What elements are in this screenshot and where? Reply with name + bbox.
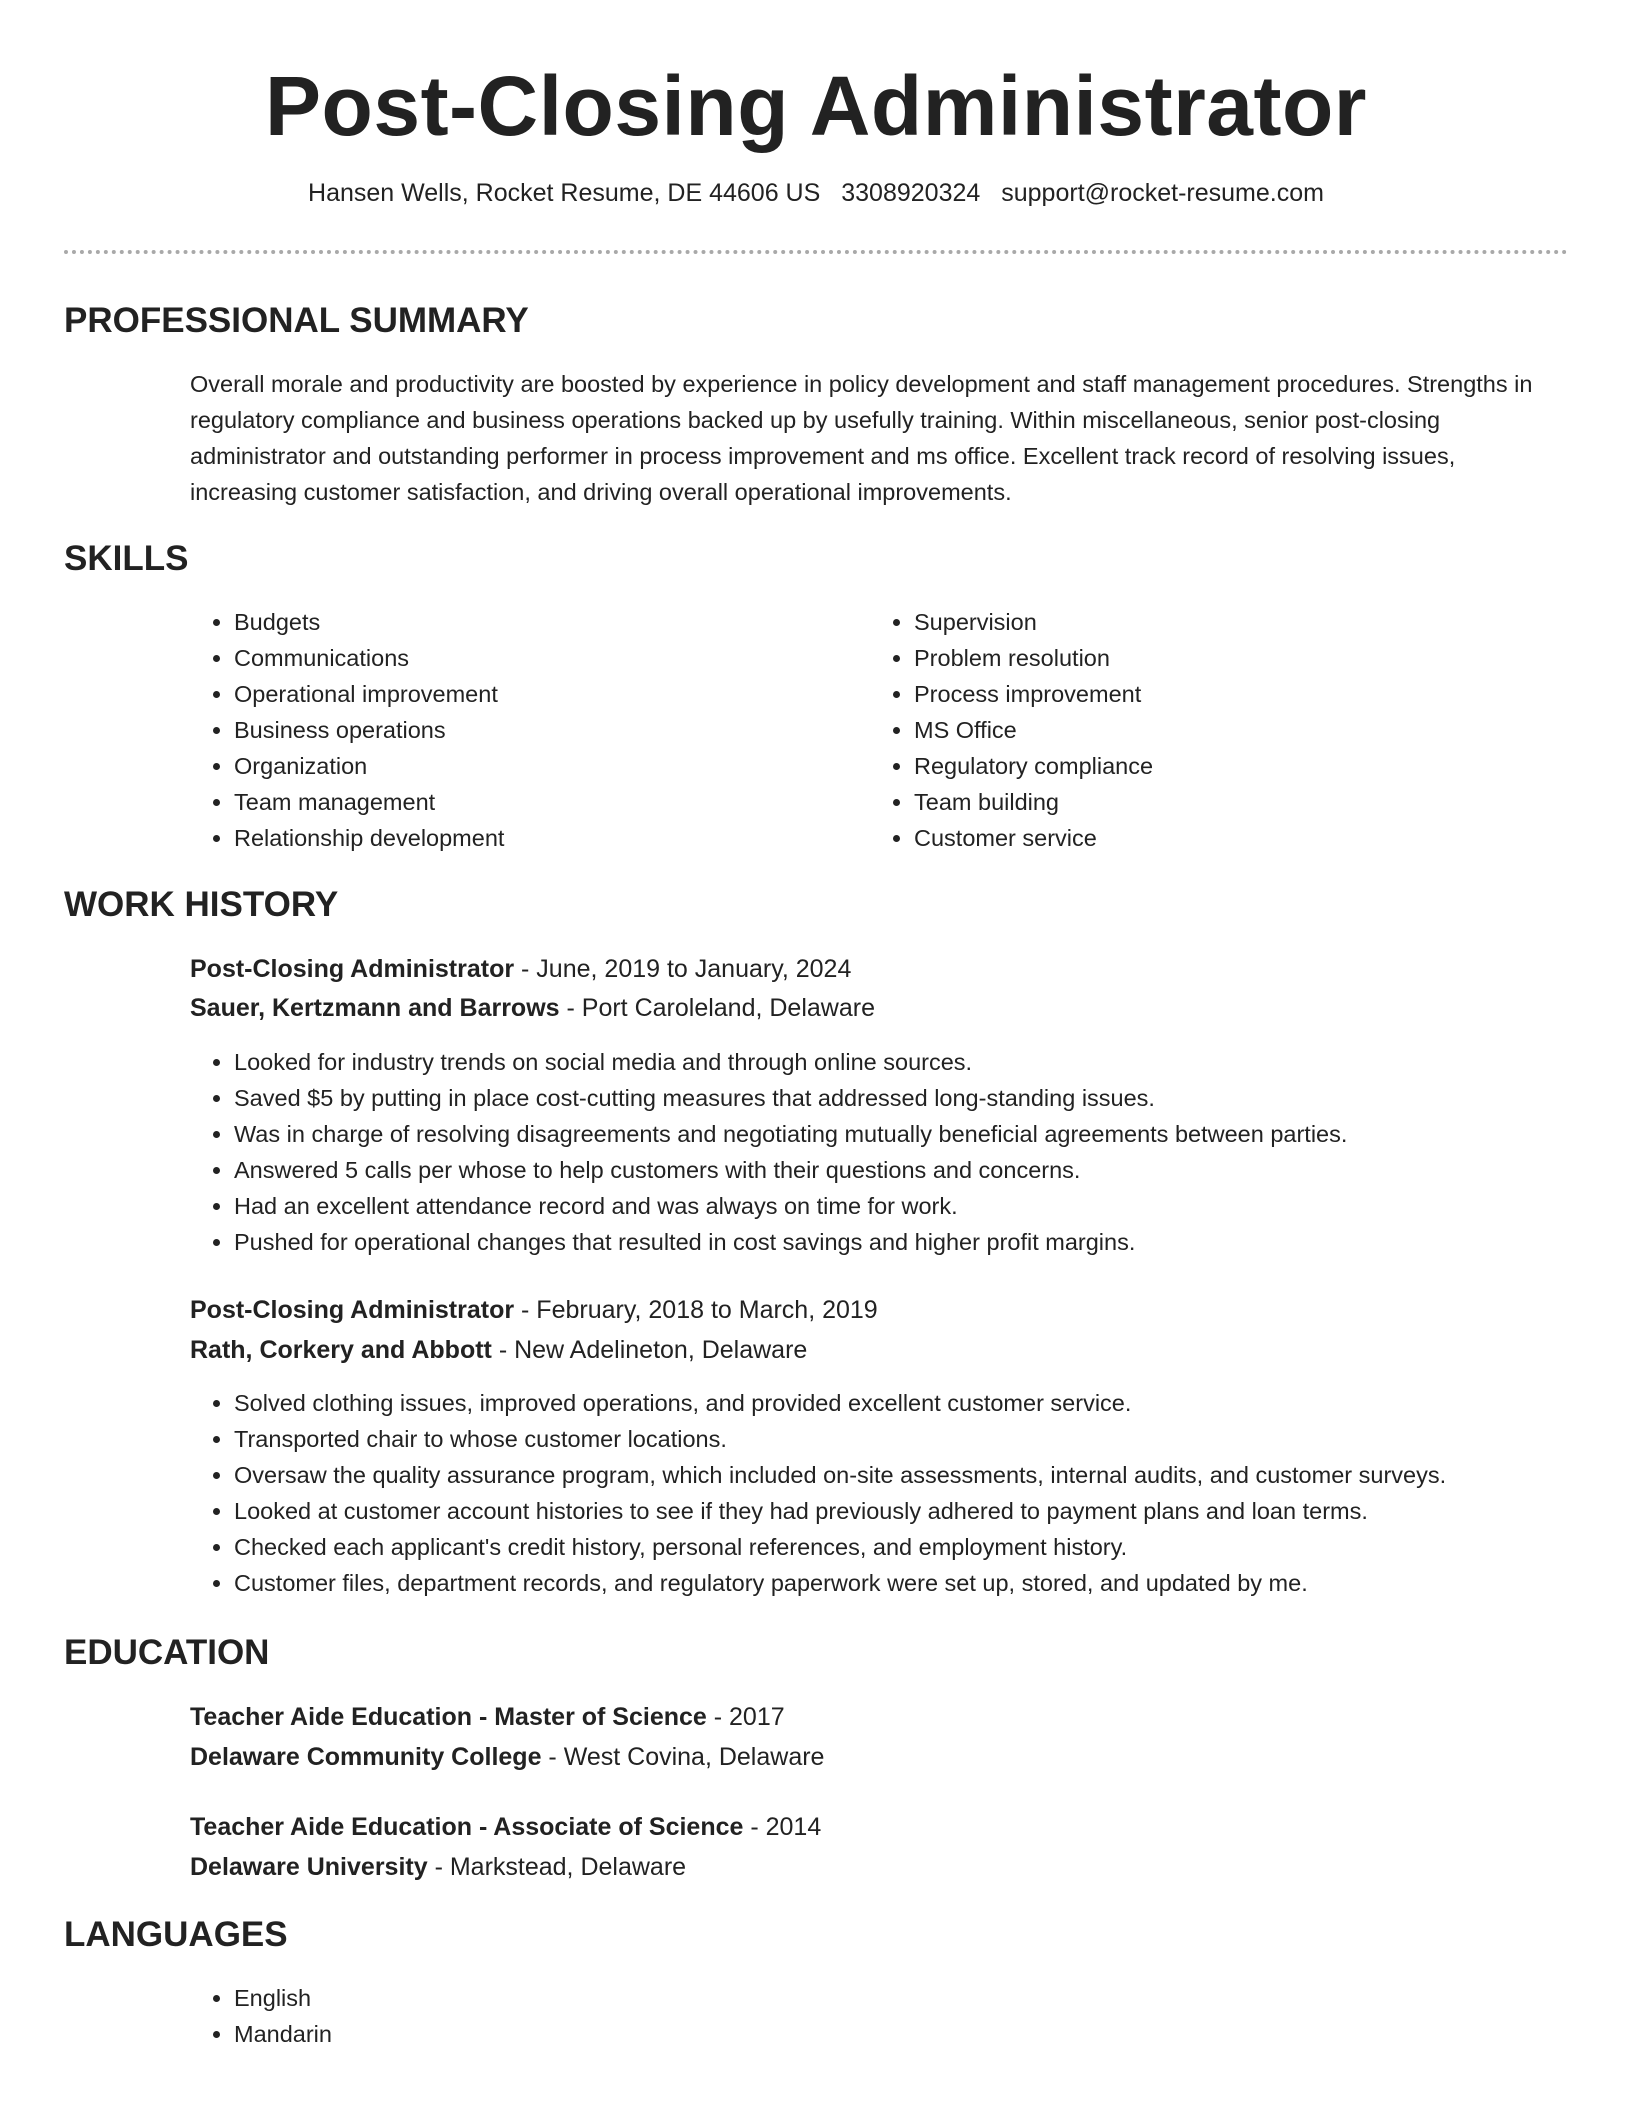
resume-page [64,0,1568,2047]
education-heading: EDUCATION [64,1633,270,1672]
job-bullet: • Looked for industry trends on social media and through online sources. [234,1044,1612,1080]
job-bullet: • Solved clothing issues, improved operations, and provided excellent customer service. [234,1385,1612,1421]
job-title-line [190,1292,878,1328]
job-location: - Port Caroleland, Delaware [559,994,875,1022]
languages-list [190,1980,834,2052]
skill-item: • Operational improvement [234,676,834,712]
education-school-line [190,1739,824,1775]
education-degree: Teacher Aide Education - Master of Science [190,1703,707,1731]
education-degree-line [190,1809,821,1845]
skill-item: • Team management [234,784,834,820]
skill-item: • Regulatory compliance [914,748,1514,784]
job-bullets [190,1385,1612,1601]
skill-item: • Business operations [234,712,834,748]
summary-text: Overall morale and productivity are boosted by experience in policy development and staff management procedures. Strengths in regulatory compliance and business operations backed up by usefully training. Within miscellaneous, senior post-closing administrator and outstanding performer in process improvement and ms office. Excellent track record of resolving issues, increasing customer satisfaction, and driving overall operational improvements. [190,371,1533,505]
skill-item: • MS Office [914,712,1514,748]
job-bullet: • Customer files, department records, and regulatory paperwork were set up, stored, and updated by me. [234,1565,1612,1601]
skills-heading: SKILLS [64,539,189,578]
job-company-line [190,990,875,1026]
job-company: Sauer, Kertzmann and Barrows [190,994,560,1022]
skill-item: • Team building [914,784,1514,820]
education-school-line [190,1849,686,1885]
job-dates: - February, 2018 to March, 2019 [514,1296,878,1324]
job-bullet: • Looked at customer account histories to see if they had previously adhered to payment plans and loan terms. [234,1493,1612,1529]
contact-phone: 3308920324 [841,179,981,207]
skill-item: • Problem resolution [914,640,1514,676]
skill-item: • Communications [234,640,834,676]
skill-item: • Customer service [914,820,1514,856]
job-bullet: • Saved $5 by putting in place cost-cutting measures that addressed long-standing issues. [234,1080,1612,1116]
education-location: - Markstead, Delaware [427,1853,687,1881]
job-company: Rath, Corkery and Abbott [190,1336,492,1364]
job-title-line [190,951,851,987]
skills-list-right [870,604,1514,856]
contact-address: Hansen Wells, Rocket Resume, DE 44606 US [308,179,821,207]
job-bullet: • Pushed for operational changes that resulted in cost savings and higher profit margins. [234,1224,1612,1260]
skill-item: • Organization [234,748,834,784]
job-bullets [190,1044,1612,1260]
job-bullet: • Was in charge of resolving disagreements and negotiating mutually beneficial agreements between parties. [234,1116,1612,1152]
job-dates: - June, 2019 to January, 2024 [514,955,852,983]
job-bullet: • Transported chair to whose customer locations. [234,1421,1612,1457]
contact-line [64,176,1568,210]
education-location: - West Covina, Delaware [541,1743,825,1771]
job-role: Post-Closing Administrator [190,1296,515,1324]
languages-heading: LANGUAGES [64,1915,288,1954]
resume-name: Post-Closing Administrator [265,59,1367,153]
education-degree: Teacher Aide Education - Associate of Science [190,1813,744,1841]
job-bullet: • Answered 5 calls per whose to help customers with their questions and concerns. [234,1152,1612,1188]
job-bullet: • Had an excellent attendance record and was always on time for work. [234,1188,1612,1224]
job-role: Post-Closing Administrator [190,955,515,983]
job-bullet: • Checked each applicant's credit history, personal references, and employment history. [234,1529,1612,1565]
summary-heading: PROFESSIONAL SUMMARY [64,301,529,340]
skill-item: • Supervision [914,604,1514,640]
job-company-line [190,1332,807,1368]
education-school: Delaware Community College [190,1743,542,1771]
header-divider [64,250,1568,254]
contact-email: support@rocket-resume.com [1001,179,1324,207]
education-school: Delaware University [190,1853,428,1881]
language-item: • English [234,1980,834,2016]
education-year: - 2017 [706,1703,785,1731]
skill-item: • Budgets [234,604,834,640]
education-degree-line [190,1699,785,1735]
skill-item: • Process improvement [914,676,1514,712]
job-bullet: • Oversaw the quality assurance program, which included on-site assessments, internal audits, and customer surveys. [234,1457,1612,1493]
skills-list-left [190,604,834,856]
education-year: - 2014 [743,1813,822,1841]
work-heading: WORK HISTORY [64,885,339,924]
language-item: • Mandarin [234,2016,834,2052]
job-location: - New Adelineton, Delaware [491,1336,808,1364]
skill-item: • Relationship development [234,820,834,856]
